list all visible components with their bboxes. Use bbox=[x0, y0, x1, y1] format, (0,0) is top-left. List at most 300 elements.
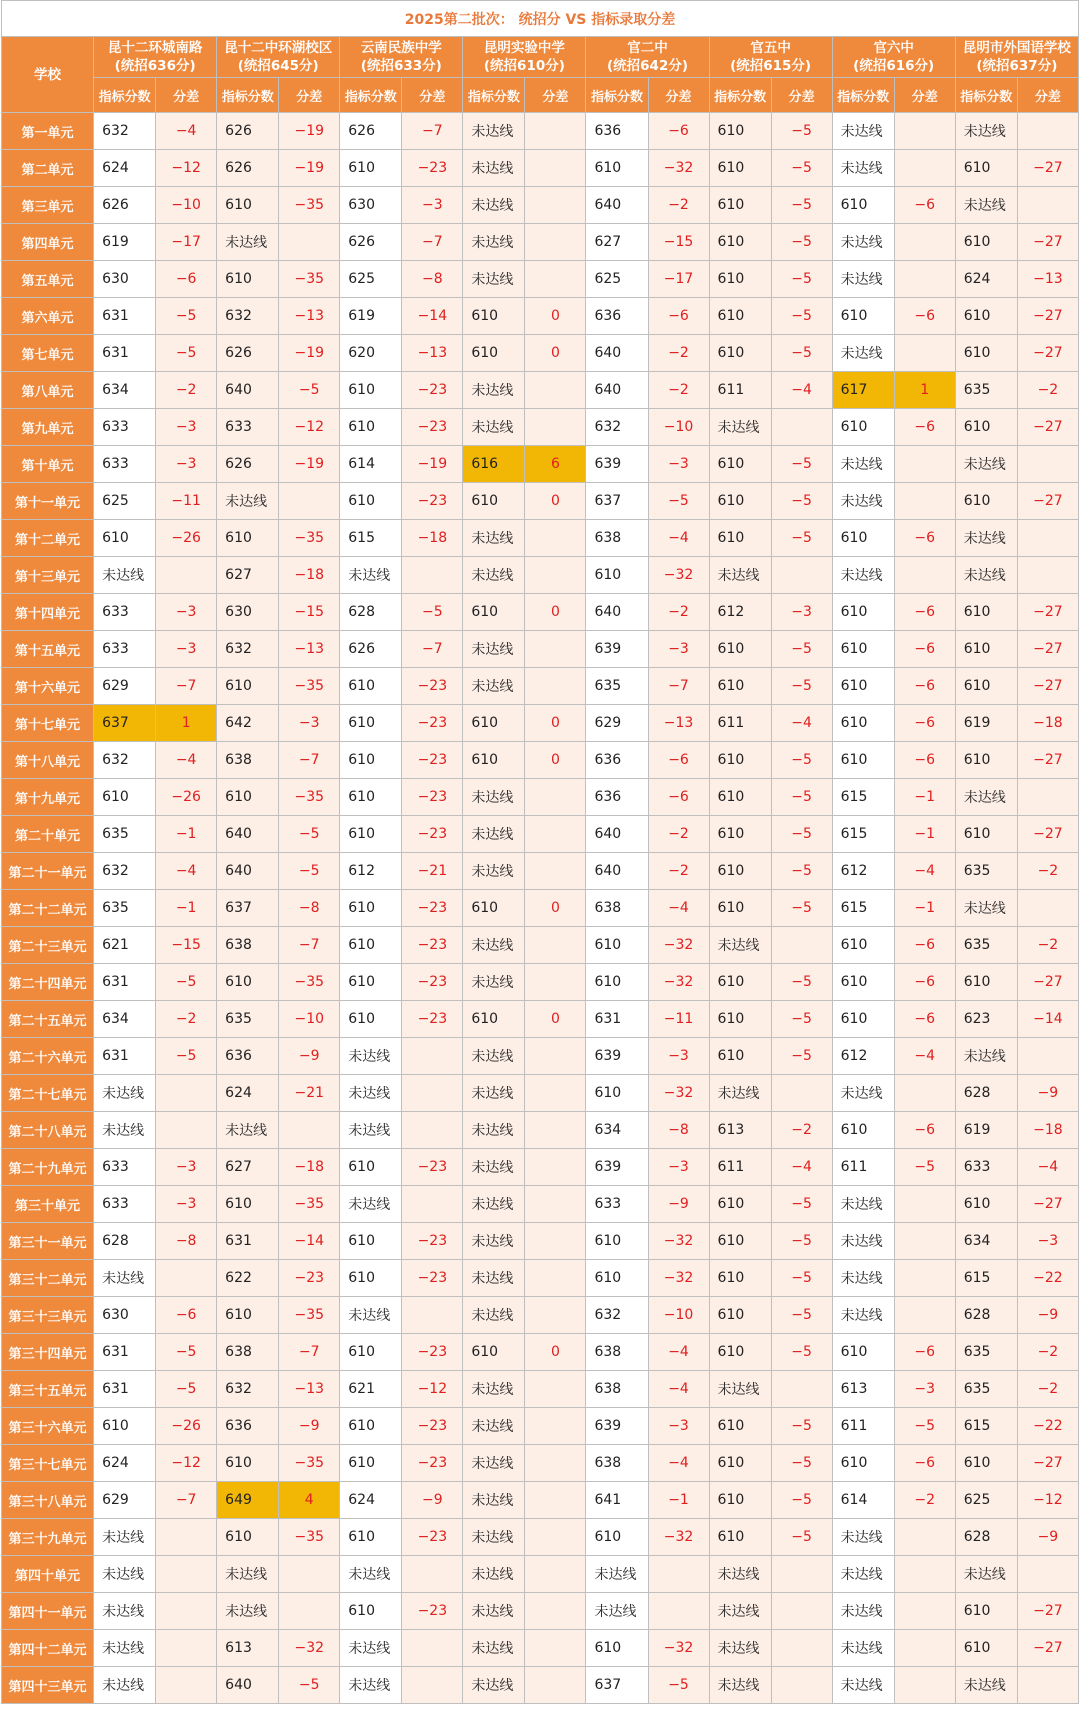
score-cell: 631 bbox=[94, 1334, 156, 1371]
score-cell: 640 bbox=[217, 853, 279, 890]
score-cell: 未达线 bbox=[955, 113, 1017, 150]
diff-cell: −5 bbox=[771, 1482, 832, 1519]
table-row bbox=[2, 409, 1079, 446]
diff-cell: −5 bbox=[279, 816, 340, 853]
unit-label: 第二十六单元 bbox=[2, 1038, 94, 1075]
diff-cell: −7 bbox=[279, 927, 340, 964]
unit-label: 第十三单元 bbox=[2, 557, 94, 594]
diff-cell: −9 bbox=[648, 1186, 709, 1223]
score-cell: 610 bbox=[340, 1001, 402, 1038]
score-cell: 未达线 bbox=[586, 1593, 648, 1630]
diff-cell bbox=[525, 631, 586, 668]
score-cell: 未达线 bbox=[94, 1556, 156, 1593]
diff-cell bbox=[279, 1112, 340, 1149]
diff-cell: −5 bbox=[771, 224, 832, 261]
diff-cell bbox=[402, 1667, 463, 1704]
score-cell: 未达线 bbox=[340, 1038, 402, 1075]
score-cell: 610 bbox=[709, 1334, 771, 1371]
score-cell: 610 bbox=[217, 520, 279, 557]
score-cell: 610 bbox=[586, 150, 648, 187]
diff-cell bbox=[894, 1297, 955, 1334]
diff-cell: −5 bbox=[771, 298, 832, 335]
score-cell: 未达线 bbox=[463, 1519, 525, 1556]
score-column-header: 指标分数 bbox=[217, 78, 279, 113]
diff-cell bbox=[525, 224, 586, 261]
diff-cell: −8 bbox=[648, 1112, 709, 1149]
score-cell: 610 bbox=[463, 705, 525, 742]
unit-label: 第四单元 bbox=[2, 224, 94, 261]
diff-cell: −4 bbox=[771, 1149, 832, 1186]
diff-cell bbox=[894, 335, 955, 372]
score-cell: 未达线 bbox=[217, 224, 279, 261]
score-cell: 未达线 bbox=[463, 1445, 525, 1482]
score-cell: 631 bbox=[586, 1001, 648, 1038]
diff-cell: −1 bbox=[894, 816, 955, 853]
diff-cell bbox=[525, 1075, 586, 1112]
score-cell: 未达线 bbox=[832, 1593, 894, 1630]
diff-cell bbox=[894, 150, 955, 187]
diff-cell: 0 bbox=[525, 890, 586, 927]
unit-label: 第十四单元 bbox=[2, 594, 94, 631]
diff-cell: −9 bbox=[1017, 1297, 1078, 1334]
diff-cell: −3 bbox=[771, 594, 832, 631]
diff-cell bbox=[402, 1297, 463, 1334]
score-cell: 630 bbox=[94, 1297, 156, 1334]
unit-label: 第二十九单元 bbox=[2, 1149, 94, 1186]
diff-cell bbox=[279, 483, 340, 520]
table-row bbox=[2, 1334, 1079, 1371]
diff-cell bbox=[525, 1556, 586, 1593]
score-cell: 610 bbox=[340, 964, 402, 1001]
score-cell: 635 bbox=[955, 1371, 1017, 1408]
diff-cell bbox=[525, 1112, 586, 1149]
score-cell: 610 bbox=[463, 483, 525, 520]
score-cell: 626 bbox=[217, 150, 279, 187]
diff-cell: −7 bbox=[648, 668, 709, 705]
table-row bbox=[2, 1556, 1079, 1593]
score-cell: 未达线 bbox=[463, 187, 525, 224]
diff-cell: −6 bbox=[894, 1334, 955, 1371]
score-cell: 未达线 bbox=[463, 1223, 525, 1260]
diff-cell bbox=[525, 779, 586, 816]
score-cell: 未达线 bbox=[94, 1075, 156, 1112]
score-cell: 621 bbox=[94, 927, 156, 964]
table-row bbox=[2, 1223, 1079, 1260]
diff-cell: −3 bbox=[279, 705, 340, 742]
score-cell: 未达线 bbox=[709, 557, 771, 594]
score-cell: 610 bbox=[340, 705, 402, 742]
score-cell: 610 bbox=[217, 668, 279, 705]
score-column-header: 指标分数 bbox=[94, 78, 156, 113]
diff-cell: −7 bbox=[402, 113, 463, 150]
score-cell: 610 bbox=[709, 298, 771, 335]
score-cell: 610 bbox=[709, 335, 771, 372]
diff-cell: −6 bbox=[648, 779, 709, 816]
table-row bbox=[2, 1260, 1079, 1297]
score-cell: 610 bbox=[832, 520, 894, 557]
school-header bbox=[586, 37, 709, 78]
diff-cell bbox=[525, 853, 586, 890]
diff-cell: −23 bbox=[402, 1001, 463, 1038]
diff-cell: −2 bbox=[648, 816, 709, 853]
diff-column-header: 分差 bbox=[1017, 78, 1078, 113]
table-row bbox=[2, 150, 1079, 187]
diff-cell bbox=[894, 261, 955, 298]
score-cell: 640 bbox=[586, 372, 648, 409]
diff-cell: −6 bbox=[894, 927, 955, 964]
diff-cell: −6 bbox=[894, 1112, 955, 1149]
score-cell: 610 bbox=[217, 779, 279, 816]
school-name: 官六中 bbox=[873, 40, 914, 56]
diff-cell: −5 bbox=[771, 1223, 832, 1260]
diff-cell bbox=[525, 409, 586, 446]
diff-cell: −2 bbox=[648, 335, 709, 372]
diff-cell: −6 bbox=[894, 1445, 955, 1482]
score-cell: 610 bbox=[463, 890, 525, 927]
unit-label: 第四十一单元 bbox=[2, 1593, 94, 1630]
score-cell: 未达线 bbox=[217, 1556, 279, 1593]
score-cell: 610 bbox=[340, 409, 402, 446]
score-cell: 610 bbox=[586, 1260, 648, 1297]
diff-cell: −4 bbox=[648, 1334, 709, 1371]
diff-cell bbox=[525, 1223, 586, 1260]
diff-cell: −23 bbox=[402, 1260, 463, 1297]
diff-cell: −14 bbox=[279, 1223, 340, 1260]
score-cell: 未达线 bbox=[709, 1593, 771, 1630]
score-cell: 626 bbox=[217, 446, 279, 483]
diff-cell: −5 bbox=[156, 298, 217, 335]
score-cell: 633 bbox=[94, 1186, 156, 1223]
table-row bbox=[2, 816, 1079, 853]
score-cell: 610 bbox=[955, 224, 1017, 261]
diff-cell: −7 bbox=[402, 631, 463, 668]
score-cell: 610 bbox=[586, 1075, 648, 1112]
diff-cell bbox=[894, 557, 955, 594]
score-cell: 610 bbox=[94, 779, 156, 816]
diff-cell: −32 bbox=[648, 927, 709, 964]
diff-cell: −6 bbox=[894, 594, 955, 631]
diff-cell: −15 bbox=[648, 224, 709, 261]
diff-cell: −5 bbox=[771, 964, 832, 1001]
score-cell: 610 bbox=[832, 668, 894, 705]
diff-cell: −6 bbox=[894, 631, 955, 668]
diff-cell bbox=[525, 927, 586, 964]
score-cell: 610 bbox=[340, 668, 402, 705]
diff-cell: −2 bbox=[156, 372, 217, 409]
diff-cell: −27 bbox=[1017, 594, 1078, 631]
unit-label: 第二十单元 bbox=[2, 816, 94, 853]
score-cell: 610 bbox=[955, 483, 1017, 520]
score-cell: 未达线 bbox=[832, 483, 894, 520]
diff-cell bbox=[525, 113, 586, 150]
school-name: 官二中 bbox=[627, 40, 668, 56]
diff-cell: −27 bbox=[1017, 224, 1078, 261]
score-cell: 未达线 bbox=[709, 1075, 771, 1112]
score-cell: 未达线 bbox=[463, 113, 525, 150]
diff-cell bbox=[1017, 446, 1078, 483]
diff-cell bbox=[1017, 520, 1078, 557]
diff-cell: −2 bbox=[894, 1482, 955, 1519]
score-cell: 610 bbox=[709, 224, 771, 261]
score-cell: 未达线 bbox=[955, 1556, 1017, 1593]
score-cell: 610 bbox=[709, 1445, 771, 1482]
score-cell: 612 bbox=[709, 594, 771, 631]
score-cell: 未达线 bbox=[832, 1519, 894, 1556]
score-cell: 610 bbox=[709, 520, 771, 557]
score-cell: 未达线 bbox=[463, 1371, 525, 1408]
diff-cell: −27 bbox=[1017, 1630, 1078, 1667]
score-table bbox=[1, 0, 1079, 1704]
diff-cell: −35 bbox=[279, 261, 340, 298]
unit-label: 第十一单元 bbox=[2, 483, 94, 520]
diff-cell: −3 bbox=[648, 446, 709, 483]
score-cell: 635 bbox=[217, 1001, 279, 1038]
diff-cell bbox=[156, 1556, 217, 1593]
diff-cell: −27 bbox=[1017, 298, 1078, 335]
score-cell: 未达线 bbox=[709, 1630, 771, 1667]
diff-cell: 0 bbox=[525, 594, 586, 631]
diff-cell: 0 bbox=[525, 1334, 586, 1371]
diff-cell: −2 bbox=[1017, 1334, 1078, 1371]
diff-cell: −6 bbox=[894, 668, 955, 705]
score-cell: 未达线 bbox=[94, 1260, 156, 1297]
score-cell: 631 bbox=[94, 298, 156, 335]
diff-cell: −6 bbox=[894, 705, 955, 742]
score-cell: 627 bbox=[586, 224, 648, 261]
unit-label: 第二十四单元 bbox=[2, 964, 94, 1001]
score-cell: 未达线 bbox=[955, 890, 1017, 927]
diff-cell bbox=[525, 520, 586, 557]
diff-cell: 0 bbox=[525, 483, 586, 520]
diff-cell: −5 bbox=[771, 853, 832, 890]
score-cell: 未达线 bbox=[340, 1112, 402, 1149]
diff-cell bbox=[525, 668, 586, 705]
diff-cell: −19 bbox=[279, 335, 340, 372]
score-cell: 631 bbox=[94, 335, 156, 372]
score-cell: 642 bbox=[217, 705, 279, 742]
score-cell: 625 bbox=[94, 483, 156, 520]
diff-cell: −23 bbox=[402, 1519, 463, 1556]
score-cell: 633 bbox=[94, 409, 156, 446]
diff-cell: −27 bbox=[1017, 742, 1078, 779]
score-cell: 610 bbox=[832, 631, 894, 668]
diff-column-header: 分差 bbox=[525, 78, 586, 113]
score-cell: 610 bbox=[340, 150, 402, 187]
diff-cell: 4 bbox=[279, 1482, 340, 1519]
diff-cell bbox=[156, 1519, 217, 1556]
unit-label: 第二单元 bbox=[2, 150, 94, 187]
score-cell: 610 bbox=[709, 446, 771, 483]
diff-cell bbox=[402, 1186, 463, 1223]
diff-cell bbox=[525, 372, 586, 409]
score-cell: 未达线 bbox=[463, 631, 525, 668]
score-cell: 626 bbox=[217, 113, 279, 150]
score-cell: 640 bbox=[217, 1667, 279, 1704]
score-cell: 610 bbox=[586, 1223, 648, 1260]
table-row bbox=[2, 1038, 1079, 1075]
school-header bbox=[340, 37, 463, 78]
score-cell: 未达线 bbox=[832, 1667, 894, 1704]
diff-cell: −32 bbox=[648, 557, 709, 594]
score-cell: 624 bbox=[217, 1075, 279, 1112]
score-cell: 636 bbox=[586, 298, 648, 335]
table-row bbox=[2, 742, 1079, 779]
diff-cell: −5 bbox=[156, 1371, 217, 1408]
score-cell: 未达线 bbox=[463, 409, 525, 446]
diff-cell bbox=[156, 1112, 217, 1149]
diff-cell bbox=[525, 1482, 586, 1519]
table-row bbox=[2, 446, 1079, 483]
unit-label: 第十五单元 bbox=[2, 631, 94, 668]
diff-cell bbox=[156, 1667, 217, 1704]
score-cell: 634 bbox=[955, 1223, 1017, 1260]
diff-cell: −5 bbox=[279, 1667, 340, 1704]
score-cell: 622 bbox=[217, 1260, 279, 1297]
school-name: 昆十二环城南路 bbox=[107, 40, 203, 56]
unit-label: 第三十七单元 bbox=[2, 1445, 94, 1482]
diff-cell bbox=[1017, 113, 1078, 150]
table-row bbox=[2, 1297, 1079, 1334]
diff-cell: −5 bbox=[402, 594, 463, 631]
score-cell: 638 bbox=[586, 520, 648, 557]
diff-cell bbox=[1017, 1667, 1078, 1704]
score-cell: 610 bbox=[217, 1445, 279, 1482]
score-column-header: 指标分数 bbox=[832, 78, 894, 113]
diff-cell: −23 bbox=[402, 668, 463, 705]
diff-cell bbox=[771, 1075, 832, 1112]
diff-cell bbox=[648, 1593, 709, 1630]
unit-label: 第十二单元 bbox=[2, 520, 94, 557]
diff-cell bbox=[894, 1593, 955, 1630]
score-cell: 未达线 bbox=[832, 557, 894, 594]
score-cell: 628 bbox=[955, 1297, 1017, 1334]
score-cell: 未达线 bbox=[463, 1112, 525, 1149]
diff-cell bbox=[1017, 557, 1078, 594]
diff-cell: −6 bbox=[156, 261, 217, 298]
score-cell: 未达线 bbox=[340, 1667, 402, 1704]
diff-cell: −13 bbox=[279, 298, 340, 335]
diff-cell: −5 bbox=[771, 520, 832, 557]
score-cell: 610 bbox=[709, 1038, 771, 1075]
diff-cell: −5 bbox=[771, 631, 832, 668]
diff-cell: −23 bbox=[402, 964, 463, 1001]
diff-cell bbox=[1017, 779, 1078, 816]
diff-cell: −3 bbox=[894, 1371, 955, 1408]
score-cell: 612 bbox=[340, 853, 402, 890]
diff-cell: −5 bbox=[771, 1445, 832, 1482]
score-cell: 636 bbox=[586, 113, 648, 150]
diff-cell: −4 bbox=[156, 853, 217, 890]
score-cell: 未达线 bbox=[832, 113, 894, 150]
diff-cell: −6 bbox=[648, 113, 709, 150]
score-cell: 630 bbox=[217, 594, 279, 631]
diff-cell: −23 bbox=[402, 1408, 463, 1445]
score-cell: 未达线 bbox=[463, 1038, 525, 1075]
diff-cell: −4 bbox=[1017, 1149, 1078, 1186]
diff-cell: −1 bbox=[648, 1482, 709, 1519]
table-row bbox=[2, 1186, 1079, 1223]
score-cell: 630 bbox=[94, 261, 156, 298]
diff-cell: −26 bbox=[156, 1408, 217, 1445]
diff-cell bbox=[156, 1075, 217, 1112]
diff-cell: −23 bbox=[402, 1149, 463, 1186]
score-cell: 610 bbox=[709, 668, 771, 705]
school-name: 云南民族中学 bbox=[360, 40, 442, 56]
score-cell: 610 bbox=[832, 1112, 894, 1149]
diff-cell: −18 bbox=[402, 520, 463, 557]
score-cell: 610 bbox=[832, 409, 894, 446]
score-cell: 610 bbox=[340, 927, 402, 964]
score-cell: 610 bbox=[955, 631, 1017, 668]
score-cell: 626 bbox=[340, 113, 402, 150]
score-cell: 633 bbox=[94, 631, 156, 668]
score-column-header: 指标分数 bbox=[463, 78, 525, 113]
diff-cell: −8 bbox=[402, 261, 463, 298]
diff-cell: −12 bbox=[156, 150, 217, 187]
diff-cell bbox=[894, 1556, 955, 1593]
score-cell: 未达线 bbox=[709, 409, 771, 446]
unit-label: 第二十二单元 bbox=[2, 890, 94, 927]
diff-cell: −5 bbox=[771, 1186, 832, 1223]
diff-cell bbox=[771, 927, 832, 964]
score-cell: 未达线 bbox=[463, 520, 525, 557]
score-cell: 610 bbox=[340, 1334, 402, 1371]
score-column-header: 指标分数 bbox=[709, 78, 771, 113]
score-cell: 640 bbox=[586, 816, 648, 853]
diff-column-header: 分差 bbox=[648, 78, 709, 113]
diff-cell: −26 bbox=[156, 779, 217, 816]
score-cell: 623 bbox=[955, 1001, 1017, 1038]
diff-cell: −23 bbox=[402, 372, 463, 409]
diff-cell bbox=[525, 1593, 586, 1630]
score-cell: 未达线 bbox=[94, 1593, 156, 1630]
score-cell: 610 bbox=[340, 816, 402, 853]
score-cell: 610 bbox=[709, 1001, 771, 1038]
score-cell: 624 bbox=[340, 1482, 402, 1519]
score-cell: 610 bbox=[463, 1001, 525, 1038]
diff-cell: −7 bbox=[279, 742, 340, 779]
diff-cell bbox=[402, 1112, 463, 1149]
score-cell: 639 bbox=[586, 1149, 648, 1186]
diff-cell: −3 bbox=[1017, 1223, 1078, 1260]
diff-cell bbox=[894, 1667, 955, 1704]
diff-cell bbox=[894, 1075, 955, 1112]
diff-cell: −12 bbox=[156, 1445, 217, 1482]
diff-cell: −7 bbox=[279, 1334, 340, 1371]
diff-cell: −32 bbox=[648, 964, 709, 1001]
unit-label: 第二十一单元 bbox=[2, 853, 94, 890]
score-cell: 636 bbox=[586, 742, 648, 779]
score-cell: 610 bbox=[463, 1334, 525, 1371]
diff-cell: −5 bbox=[156, 335, 217, 372]
score-cell: 626 bbox=[340, 224, 402, 261]
score-cell: 626 bbox=[217, 335, 279, 372]
score-cell: 624 bbox=[94, 150, 156, 187]
diff-cell: −13 bbox=[402, 335, 463, 372]
score-cell: 632 bbox=[94, 742, 156, 779]
score-cell: 未达线 bbox=[955, 557, 1017, 594]
score-cell: 610 bbox=[709, 890, 771, 927]
diff-cell bbox=[279, 1556, 340, 1593]
diff-cell bbox=[156, 1630, 217, 1667]
diff-cell bbox=[525, 261, 586, 298]
score-cell: 638 bbox=[217, 742, 279, 779]
diff-cell: −23 bbox=[279, 1260, 340, 1297]
diff-cell: −3 bbox=[648, 1149, 709, 1186]
score-cell: 610 bbox=[340, 1408, 402, 1445]
table-row bbox=[2, 1408, 1079, 1445]
score-cell: 613 bbox=[832, 1371, 894, 1408]
